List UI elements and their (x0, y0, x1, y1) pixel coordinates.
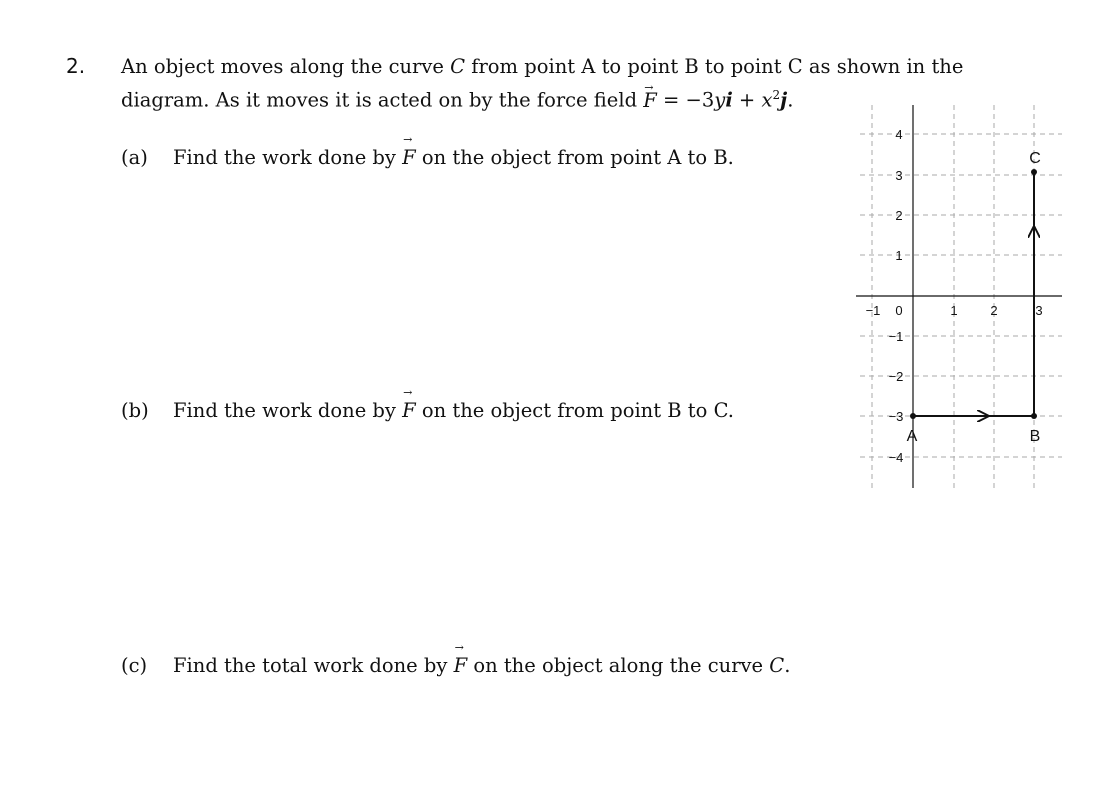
point-c-marker (1031, 169, 1037, 175)
point-b-marker (1031, 413, 1037, 419)
y-tick-label: −2 (888, 369, 904, 384)
x-tick-label: 3 (1035, 303, 1043, 318)
question-c-label: (c) (121, 654, 148, 677)
intro-line-2: diagram. As it moves it is acted on by the force field → $F = -3yi + x^2j$. (121, 81, 1001, 115)
y-tick-label: 2 (895, 208, 903, 223)
y-tick-label: −4 (888, 450, 904, 465)
force-vector-symbol: → F (402, 399, 416, 422)
x-tick-label: 1 (950, 303, 958, 318)
y-tick-label: 3 (895, 168, 903, 183)
x-tick-label: 2 (990, 303, 998, 318)
question-c: (c) Find the total work done by → F on the object along the curve C. (121, 654, 790, 677)
point-a-marker (910, 413, 916, 419)
force-vector-symbol: → F (454, 654, 468, 677)
intro-line-1: An object moves along the curve C from point A to point B to point C as shown in the (121, 55, 964, 78)
force-vector-symbol: → F (402, 146, 416, 169)
y-tick-label: −1 (888, 329, 904, 344)
question-b-label: (b) (121, 399, 149, 422)
point-b-label: B (1029, 428, 1041, 445)
problem-number: 2. (66, 54, 86, 78)
point-c-label: C (1029, 150, 1041, 167)
x-tick-label: 0 (895, 303, 903, 318)
y-tick-label: 4 (895, 127, 903, 142)
question-a-label: (a) (121, 146, 148, 169)
question-b: (b) Find the work done by → F on the object from point B to C. (121, 399, 734, 422)
curve-variable: C (450, 55, 466, 78)
y-tick-label: 1 (895, 248, 903, 263)
force-vector-symbol: → F (643, 86, 657, 115)
point-a-label: A (906, 428, 918, 445)
question-a: (a) Find the work done by → F on the object from point A to B. (121, 146, 734, 169)
x-tick-label: −1 (865, 303, 881, 318)
y-tick-label: −3 (888, 409, 904, 424)
